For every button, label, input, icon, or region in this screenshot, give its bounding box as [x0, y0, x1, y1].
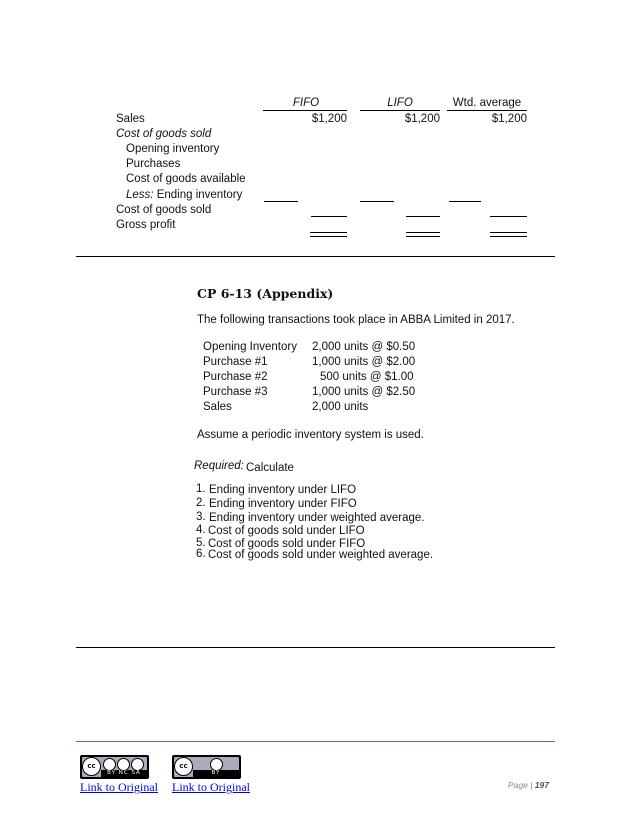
transaction-label: Sales — [203, 401, 232, 413]
blank-line — [360, 201, 394, 202]
page-number: Page | 197 — [508, 780, 549, 790]
section-divider — [76, 647, 555, 648]
item-number: 3. — [196, 511, 206, 523]
transaction-value: 1,000 units @ $2.00 — [312, 356, 416, 368]
double-underline — [310, 232, 347, 237]
transaction-value: 2,000 units — [312, 401, 369, 413]
sales-fifo: $1,200 — [311, 113, 347, 125]
item-number: 6. — [196, 548, 206, 560]
row-label-gross-profit: Gross profit — [116, 219, 176, 231]
blank-line — [449, 201, 481, 202]
transaction-label: Purchase #2 — [203, 371, 268, 383]
header-lifo: LIFO — [387, 97, 413, 109]
problem-title: CP 6-13 (Appendix) — [197, 286, 334, 301]
row-label-opening-inventory: Opening inventory — [126, 143, 220, 155]
item-text: Cost of goods sold under FIFO — [208, 538, 366, 550]
sales-wtd-average: $1,200 — [491, 113, 527, 125]
item-text: Ending inventory under FIFO — [209, 498, 357, 510]
item-number: 1. — [196, 483, 206, 495]
blank-line — [490, 216, 527, 217]
header-underline — [263, 110, 347, 111]
blank-line — [264, 201, 298, 202]
blank-line — [311, 216, 347, 217]
double-underline — [490, 232, 527, 237]
blank-line — [406, 216, 440, 217]
cc-by-icon: cc BY — [172, 755, 241, 779]
cc-by-nc-sa-icon: cc BY NC SA — [80, 755, 149, 779]
transaction-value: 1,000 units @ $2.50 — [312, 386, 416, 398]
item-text: Ending inventory under LIFO — [209, 484, 357, 496]
row-label-ending-inventory: Less: Ending inventory — [126, 189, 243, 201]
transaction-label: Purchase #1 — [203, 356, 268, 368]
item-text: Ending inventory under weighted average. — [209, 512, 425, 524]
less-prefix: Less: — [126, 189, 154, 201]
problem-intro: The following transactions took place in ABBA Limited in 2017. — [197, 314, 515, 326]
header-fifo: FIFO — [292, 97, 320, 109]
footer-rule — [76, 741, 555, 742]
item-number: 4. — [196, 524, 206, 536]
item-text: Cost of goods sold under weighted average. — [208, 549, 434, 561]
item-number: 2. — [196, 497, 206, 509]
required-text: Calculate — [246, 462, 294, 474]
license-badge-text: BY — [193, 770, 239, 777]
link-to-original-2[interactable]: Link to Original — [172, 780, 250, 794]
transaction-value: 2,000 units @ $0.50 — [312, 341, 416, 353]
header-underline — [447, 110, 527, 111]
row-label-cogs-heading: Cost of goods sold — [116, 128, 212, 140]
assumption-text: Assume a periodic inventory system is used. — [197, 429, 424, 441]
transaction-label: Opening Inventory — [203, 341, 297, 353]
row-label-purchases: Purchases — [126, 158, 181, 170]
double-underline — [406, 232, 440, 237]
transaction-label: Purchase #3 — [203, 386, 268, 398]
transaction-value: 500 units @ $1.00 — [320, 371, 414, 383]
row-label-cogs: Cost of goods sold — [116, 204, 212, 216]
row-label-cost-available: Cost of goods available — [126, 173, 246, 185]
header-wtd-average: Wtd. average — [452, 97, 522, 109]
license-badge-text: BY NC SA — [101, 770, 147, 777]
required-label: Required: — [194, 460, 244, 472]
section-divider — [76, 256, 555, 257]
item-number: 5. — [196, 537, 206, 549]
row-label-sales: Sales — [116, 113, 145, 125]
item-text: Cost of goods sold under LIFO — [208, 525, 365, 537]
header-underline — [360, 110, 440, 111]
sales-lifo: $1,200 — [404, 113, 440, 125]
link-to-original-1[interactable]: Link to Original — [80, 780, 158, 794]
